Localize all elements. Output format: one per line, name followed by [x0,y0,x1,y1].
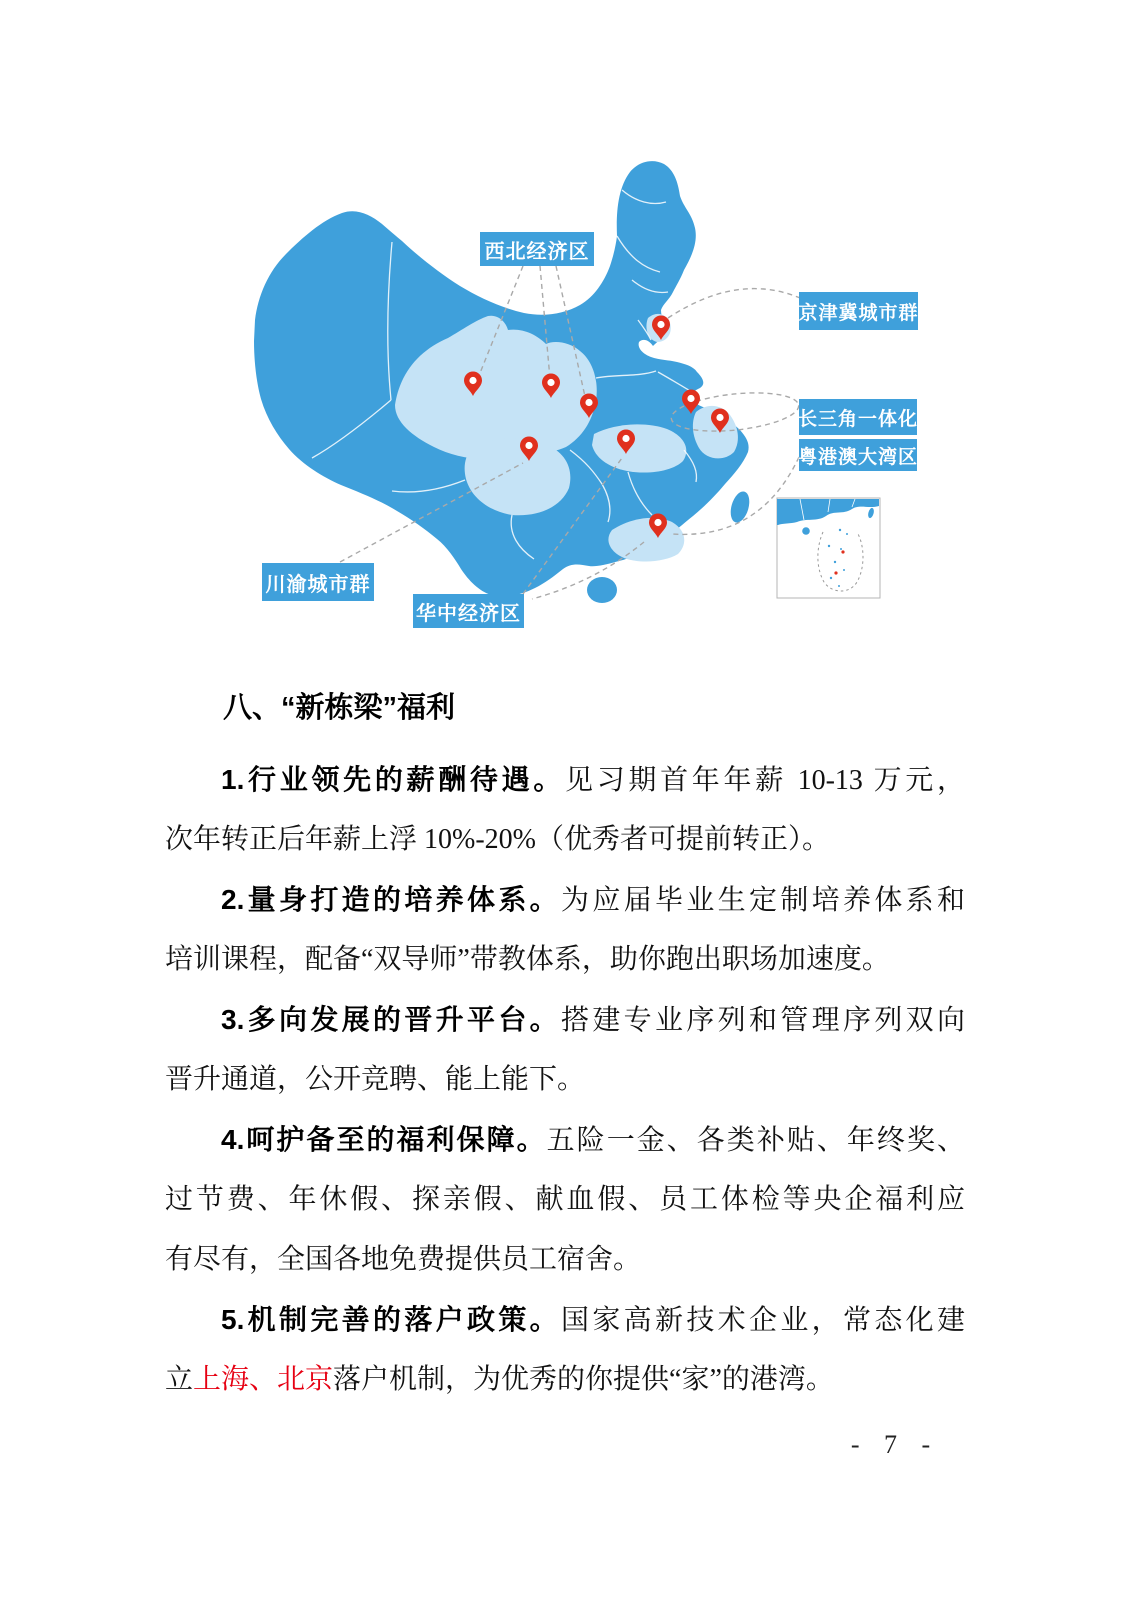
map-label-central-china-zone: 华中经济区 [413,594,524,628]
paragraph-line [165,990,965,1050]
paragraph-text: 搭建专业序列和管理序列双向 [561,1005,965,1036]
paragraph-lead: 5.机制完善的落户政策。 [221,1304,561,1335]
document-body [165,678,965,1410]
paragraph-text: 五险一金、各类补贴、年终奖、 [546,1125,965,1156]
paragraph-lead: 4.呵护备至的福利保障。 [221,1124,547,1155]
paragraph-line [165,1230,965,1290]
paragraph-text: 见习期首年年薪 10-13 万元， [565,765,965,796]
paragraph-text: 落户机制，为优秀的你提供“家”的港湾。 [333,1364,834,1395]
paragraph-lead: 1.行业领先的薪酬待遇。 [221,764,566,795]
paragraph-5 [165,1290,965,1410]
section-heading: 八、“新栋梁”福利 [223,692,456,724]
paragraph-line [165,1050,965,1110]
paragraph-text: 立 [165,1364,194,1395]
paragraph-lead: 3.多向发展的晋升平台。 [221,1004,561,1035]
paragraph-text: 为应届毕业生定制培养体系和 [561,885,965,916]
map-label-chuanyu-cluster: 川渝城市群 [262,563,374,601]
paragraph-text: 过节费、年休假、探亲假、献血假、员工体检等央企福利应 [165,1184,965,1215]
paragraph-line [165,1110,965,1170]
map-label-greater-bay-area: 粤港澳大湾区 [799,439,917,471]
paragraph-line [165,1350,965,1410]
paragraph-text: 次年转正后年薪上浮 10%-20%（优秀者可提前转正）。 [165,824,830,855]
hainan-island [587,577,617,603]
paragraph-line [165,870,965,930]
paragraph-1 [165,750,965,870]
paragraph-text: 晋升通道，公开竞聘、能上能下。 [165,1064,586,1095]
paragraph-3 [165,990,965,1110]
taiwan-island [727,489,752,524]
highlighted-cities-text: 上海、北京 [193,1364,334,1395]
inset-map [777,498,880,598]
page-number: - 7 - [850,1430,940,1459]
paragraph-line [165,930,965,990]
paragraph-4 [165,1110,965,1290]
map-label-jingjinji-cluster: 京津冀城市群 [799,292,918,330]
map-label-northwest-economic-zone: 西北经济区 [480,232,594,266]
paragraph-line [165,810,965,870]
china-region-map [240,150,970,660]
paragraph-line [165,750,965,810]
map-label-yangtze-delta: 长三角一体化 [799,399,917,435]
paragraph-2 [165,870,965,990]
paragraph-text: 培训课程，配备“双导师”带教体系，助你跑出职场加速度。 [165,944,890,975]
paragraph-line [165,1170,965,1230]
paragraph-line [165,1290,965,1350]
paragraph-text: 国家高新技术企业，常态化建 [561,1305,965,1336]
paragraph-text: 有尽有，全国各地免费提供员工宿舍。 [165,1244,642,1275]
paragraph-lead: 2.量身打造的培养体系。 [221,884,561,915]
